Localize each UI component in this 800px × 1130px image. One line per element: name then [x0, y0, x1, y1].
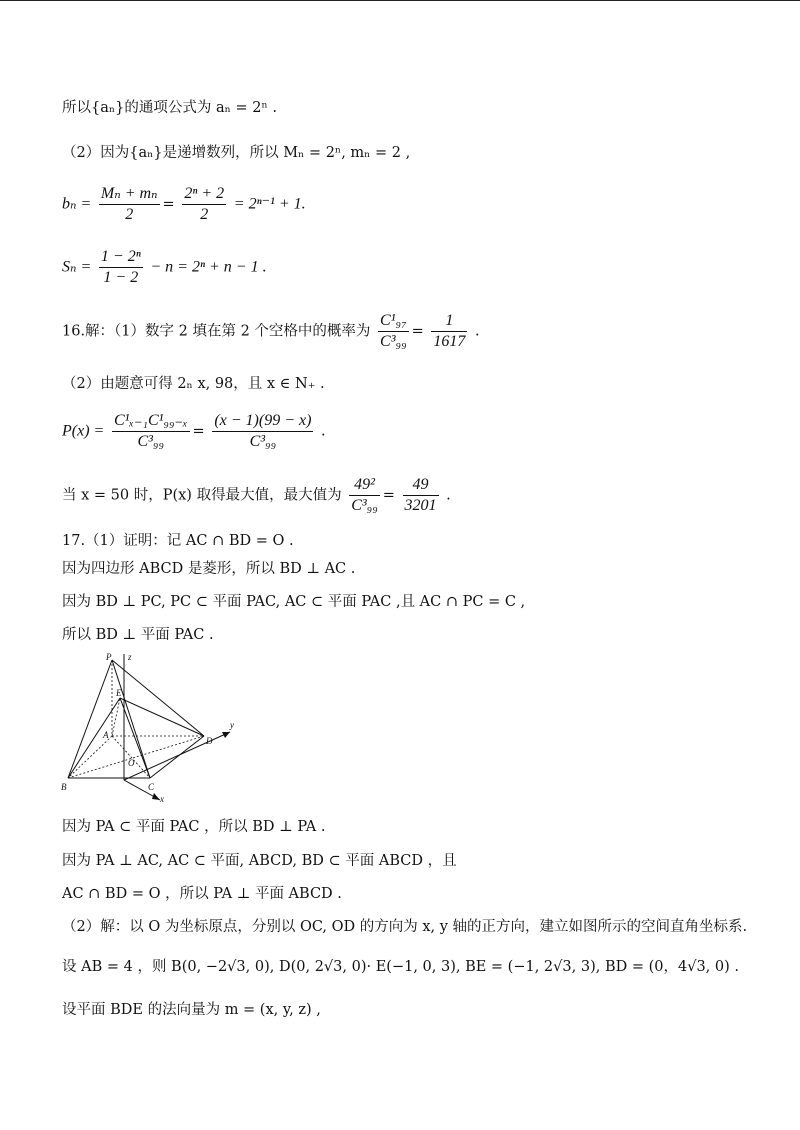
- label-d: D: [206, 736, 213, 746]
- line-coordinates: 设 AB = 4 ，则 B(0, −2√3, 0), D(0, 2√3, 0)· E(−1, 0, 3), BE = (−1, 2√3, 3), BD = (0，4√3, 0) .: [62, 959, 739, 975]
- line-normal-vector: 设平面 BDE 的法向量为 m = (x, y, z) ,: [62, 1002, 321, 1018]
- label-y: y: [230, 720, 234, 730]
- fraction: $\frac{\text{49²}}{\text{C³₉₉}}$: [351, 476, 378, 514]
- y-axis: [124, 732, 230, 780]
- fraction: $\frac{\text{2ⁿ + 2}}{2}$: [184, 185, 225, 223]
- line-q16-part1: 16.解：（1）数字 2 填在第 2 个空格中的概率为 $\frac{\text{C¹₉₇}}{\text{C³₉₉}}$ = $\frac{1}{1617}$ .: [62, 312, 480, 350]
- fraction: $\frac{\text{C¹₉₇}}{\text{C³₉₉}}$: [380, 312, 407, 350]
- edge-cd: [150, 736, 204, 778]
- label-e: E: [116, 688, 122, 698]
- line-pa-perp-plane: AC ∩ BD = O ，所以 PA ⊥ 平面 ABCD .: [62, 886, 342, 902]
- top-border: [0, 0, 800, 1]
- line-bd-perp-pc: 因为 BD ⊥ PC, PC ⊂ 平面 PAC, AC ⊂ 平面 PAC ,且 AC ∩ PC = C ,: [62, 594, 526, 610]
- x-arrow: [152, 793, 160, 800]
- line-sn-formula: Sₙ = $\frac{\text{1 − 2ⁿ}}{1 - 2}$ − n = 2ⁿ + n − 1 .: [62, 248, 267, 286]
- label-z: z: [128, 652, 132, 662]
- label-o: O: [128, 758, 135, 768]
- label-x: x: [160, 794, 164, 804]
- label-p: P: [106, 652, 112, 662]
- edge-pb: [68, 660, 112, 778]
- fraction: $\frac{1}{1617}$: [433, 312, 466, 350]
- line-q17-part2: （2）解：以 O 为坐标原点，分别以 OC, OD 的方向为 x, y 轴的正方向，建立如图所示的空间直角坐标系.: [62, 919, 748, 935]
- fraction: $\frac{\text{C¹ₓ₋₁C¹₉₉₋ₓ}}{\text{C³₉₉}}$: [113, 412, 188, 450]
- pyramid-figure: [58, 650, 248, 808]
- line-px-formula: P(x) = $\frac{\text{C¹ₓ₋₁C¹₉₉₋ₓ}}{\text{C³₉₉}}$ = $\frac{(x - 1)(99 - x)}{\text{C³₉₉}}$ .: [62, 412, 326, 450]
- label-c: C: [148, 782, 155, 792]
- line-pa-perp-ac: 因为 PA ⊥ AC, AC ⊂ 平面, ABCD, BD ⊂ 平面 ABCD ，且: [62, 853, 457, 869]
- edge-bd-hidden: [68, 736, 204, 778]
- line-q16-part2: （2）由题意可得 2ₙ x, 98，且 x ∈ N₊ .: [62, 376, 325, 392]
- line-bd-perp-plane: 所以 BD ⊥ 平面 PAC .: [62, 627, 214, 643]
- edge-pd: [112, 660, 204, 736]
- line-pa-in-plane: 因为 PA ⊂ 平面 PAC ，所以 BD ⊥ PA .: [62, 819, 326, 835]
- line-q17-proof-start: 17.（1）证明：记 AC ∩ BD = O .: [62, 533, 294, 549]
- line-increasing-sequence: （2）因为{aₙ}是递增数列，所以 Mₙ = 2ⁿ, mₙ = 2 ,: [62, 145, 411, 161]
- edge-ab-hidden: [68, 736, 112, 778]
- label-a: A: [103, 730, 109, 740]
- edge-ac-hidden: [112, 736, 150, 778]
- label-b: B: [61, 782, 67, 792]
- line-rhombus: 因为四边形 ABCD 是菱形，所以 BD ⊥ AC .: [62, 561, 356, 577]
- fraction: $\frac{\text{Mₙ + mₙ}}{2}$: [100, 185, 158, 223]
- line-bn-formula: bₙ = $\frac{\text{Mₙ + mₙ}}{2}$ = $\frac{\text{2ⁿ + 2}}{2}$ = 2ⁿ⁻¹ + 1.: [62, 185, 306, 223]
- fraction: $\frac{(x - 1)(99 - x)}{\text{C³₉₉}}$: [214, 412, 312, 450]
- line-px-maximum: 当 x = 50 时，P(x) 取得最大值，最大值为 $\frac{\text{49²}}{\text{C³₉₉}}$ = $\frac{49}{3201}$ .: [62, 476, 451, 514]
- line-general-formula: 所以{aₙ}的通项公式为 aₙ = 2ⁿ .: [62, 100, 277, 116]
- fraction: $\frac{49}{3201}$: [404, 476, 437, 514]
- fraction: $\frac{\text{1 − 2ⁿ}}{1 - 2}$: [100, 248, 141, 286]
